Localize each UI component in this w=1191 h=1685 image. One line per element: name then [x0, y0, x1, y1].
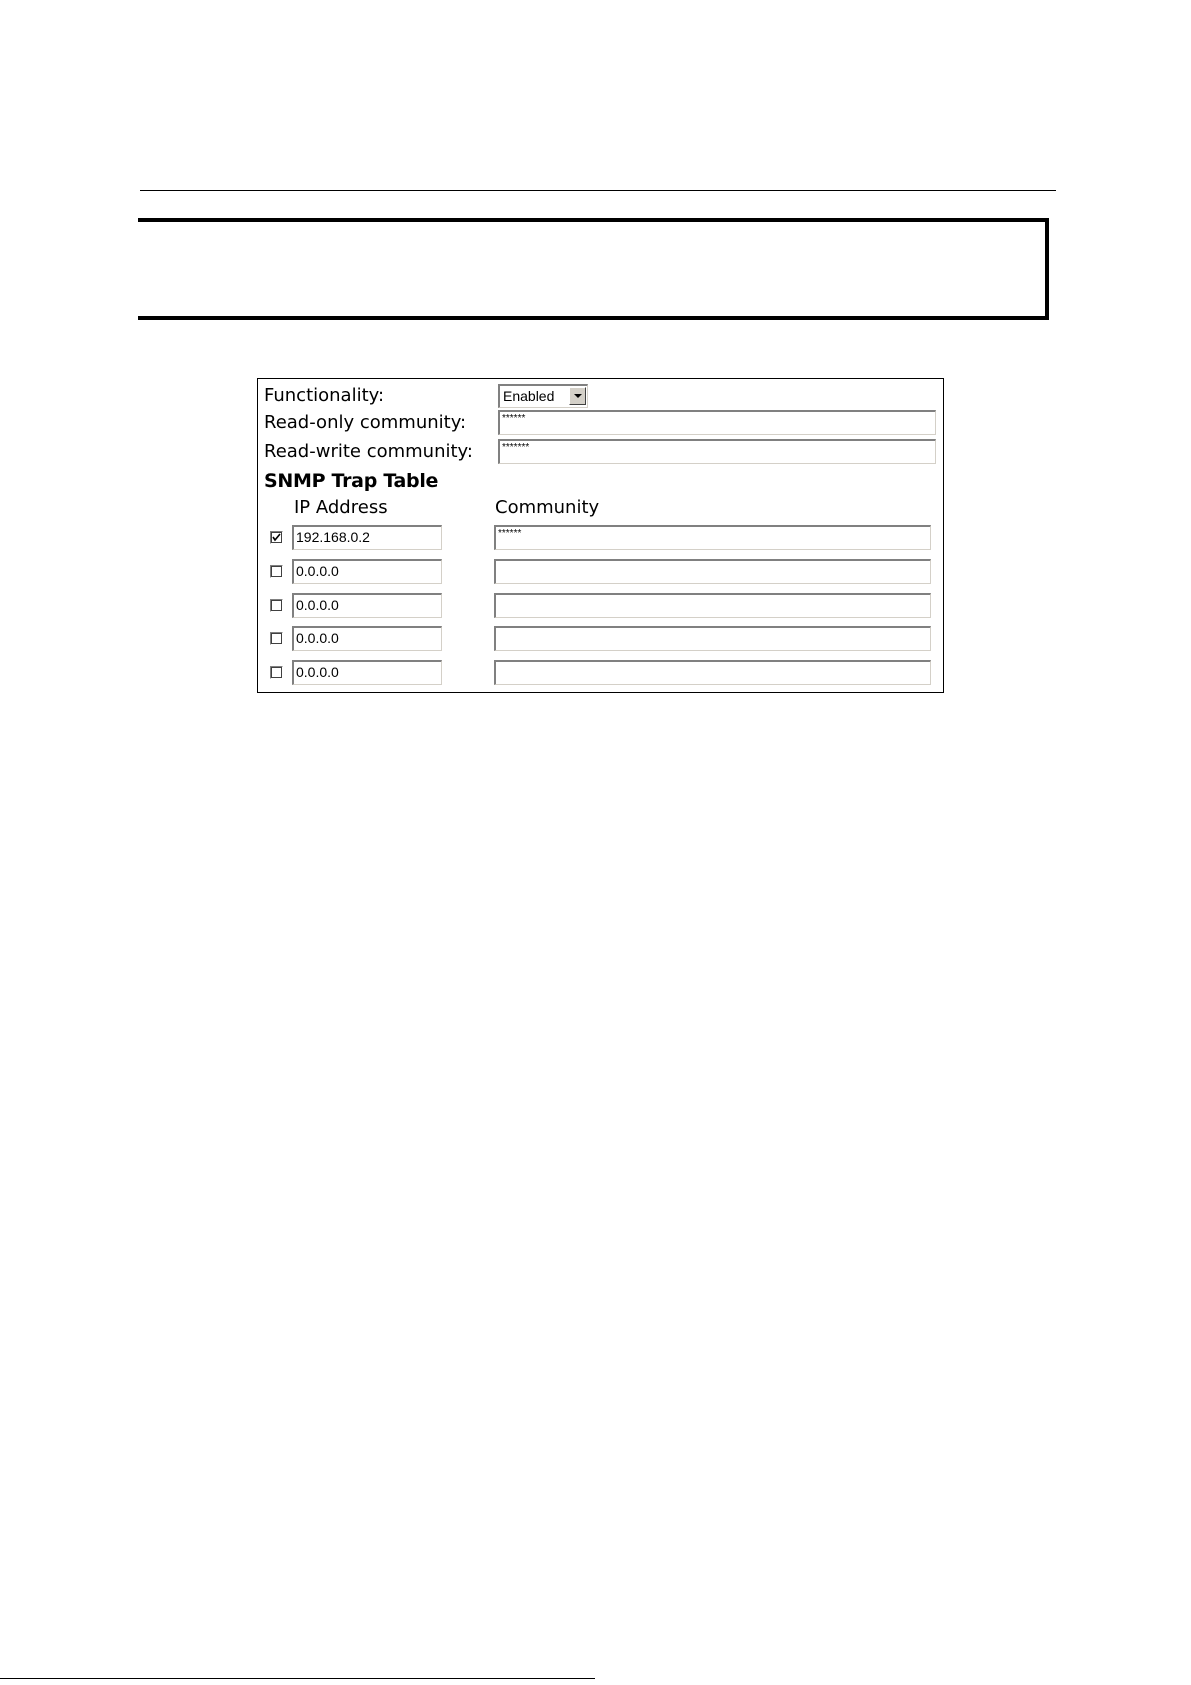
read-write-community-label: Read-write community: — [264, 441, 473, 462]
trap-row-4-checkbox[interactable] — [270, 632, 283, 645]
community-column-header: Community — [495, 497, 600, 518]
trap-row-5-community-input[interactable] — [494, 660, 931, 685]
trap-row-2-checkbox[interactable] — [270, 565, 283, 578]
read-write-community-input[interactable]: ******* — [498, 439, 936, 464]
trap-row-5-checkbox[interactable] — [270, 666, 283, 679]
functionality-label: Functionality: — [264, 385, 385, 406]
trap-row-3-ip-input[interactable]: 0.0.0.0 — [292, 593, 442, 618]
trap-row-4-community-input[interactable] — [494, 626, 931, 651]
header-rule — [140, 190, 1056, 191]
trap-table-title: SNMP Trap Table — [264, 470, 439, 492]
trap-row-3-community-input[interactable] — [494, 593, 931, 618]
footer-rule — [0, 1678, 595, 1679]
ip-address-column-header: IP Address — [294, 497, 388, 518]
trap-row-1-checkbox[interactable] — [270, 531, 283, 544]
trap-row-1-ip-input[interactable]: 192.168.0.2 — [292, 525, 442, 550]
functionality-select[interactable] — [498, 384, 588, 408]
read-only-community-label: Read-only community: — [264, 412, 467, 433]
chevron-down-icon[interactable] — [569, 387, 586, 405]
checkmark-icon — [272, 533, 281, 542]
trap-row-5-ip-input[interactable]: 0.0.0.0 — [292, 660, 442, 685]
trap-row-2-community-input[interactable] — [494, 559, 931, 584]
callout-box — [138, 218, 1049, 320]
read-only-community-input[interactable]: ****** — [498, 410, 936, 435]
trap-row-2-ip-input[interactable]: 0.0.0.0 — [292, 559, 442, 584]
trap-row-1-community-input[interactable]: ****** — [494, 525, 931, 550]
trap-row-4-ip-input[interactable]: 0.0.0.0 — [292, 626, 442, 651]
trap-row-3-checkbox[interactable] — [270, 599, 283, 612]
functionality-select-value: Enabled — [503, 388, 555, 404]
snmp-settings-panel — [257, 378, 944, 693]
